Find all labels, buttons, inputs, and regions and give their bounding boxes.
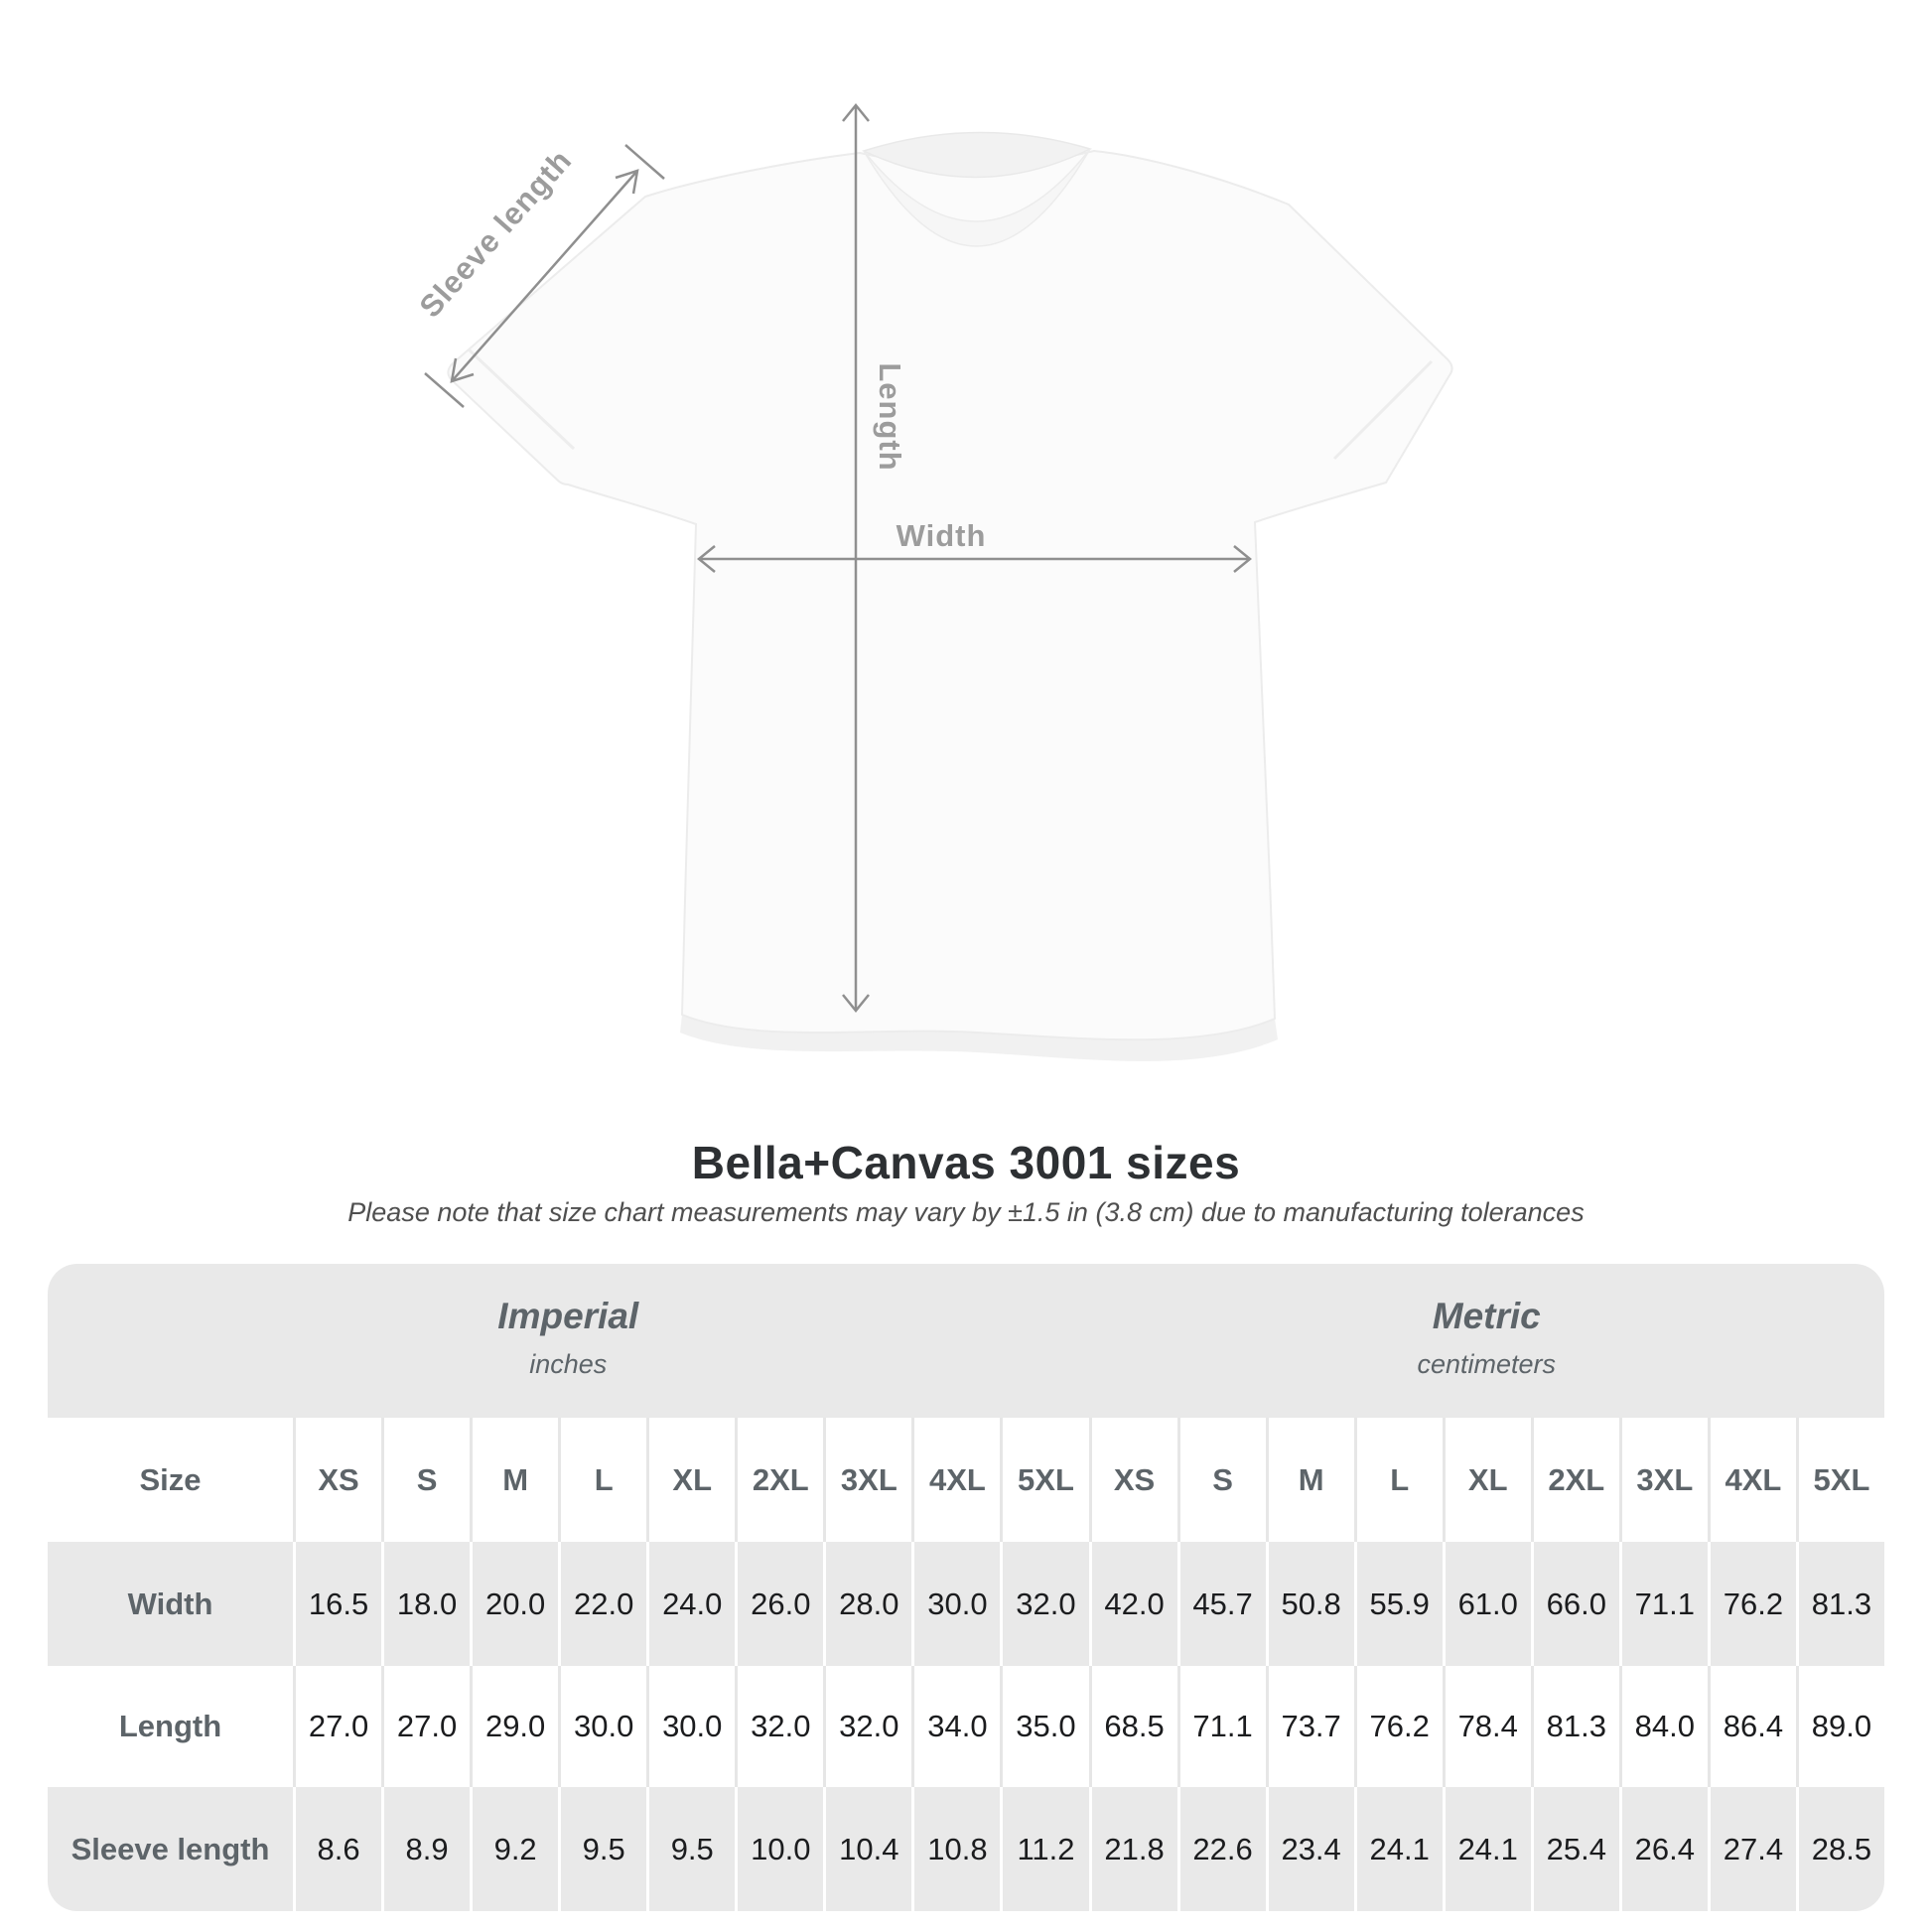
size-col-header-imperial: XS [293, 1418, 381, 1542]
value-cell: 11.2 [1000, 1787, 1088, 1911]
size-col-header-metric: 4XL [1708, 1418, 1796, 1542]
value-cell: 71.1 [1619, 1542, 1708, 1666]
row-label: Width [48, 1542, 293, 1666]
tshirt-body [448, 151, 1451, 1039]
value-cell: 27.0 [381, 1666, 470, 1787]
size-col-header-imperial: 2XL [735, 1418, 823, 1542]
value-cell: 45.7 [1177, 1542, 1266, 1666]
value-cell: 24.0 [646, 1542, 735, 1666]
value-cell: 35.0 [1000, 1666, 1088, 1787]
value-cell: 10.4 [823, 1787, 911, 1911]
value-cell: 23.4 [1266, 1787, 1354, 1911]
value-cell: 21.8 [1089, 1787, 1177, 1911]
value-cell: 24.1 [1354, 1787, 1443, 1911]
value-cell: 28.5 [1796, 1787, 1884, 1911]
value-cell: 30.0 [558, 1666, 646, 1787]
value-cell: 32.0 [823, 1666, 911, 1787]
size-col-header-metric: M [1266, 1418, 1354, 1542]
size-col-header-imperial: 3XL [823, 1418, 911, 1542]
value-cell: 9.5 [646, 1787, 735, 1911]
value-cell: 30.0 [911, 1542, 1000, 1666]
value-cell: 76.2 [1354, 1666, 1443, 1787]
metric-label: Metric [1432, 1296, 1541, 1336]
value-cell: 20.0 [470, 1542, 558, 1666]
sleeve-length-label: Sleeve length [412, 142, 579, 325]
imperial-unit: inches [529, 1349, 608, 1379]
row-label: Length [48, 1666, 293, 1787]
size-column-header: Size [48, 1418, 293, 1542]
value-cell: 76.2 [1708, 1542, 1796, 1666]
value-cell: 66.0 [1531, 1542, 1619, 1666]
row-label: Sleeve length [48, 1787, 293, 1911]
value-cell: 50.8 [1266, 1542, 1354, 1666]
value-cell: 18.0 [381, 1542, 470, 1666]
value-cell: 73.7 [1266, 1666, 1354, 1787]
value-cell: 42.0 [1089, 1542, 1177, 1666]
value-cell: 29.0 [470, 1666, 558, 1787]
value-cell: 32.0 [1000, 1542, 1088, 1666]
size-col-header-metric: S [1177, 1418, 1266, 1542]
size-col-header-metric: XS [1089, 1418, 1177, 1542]
value-cell: 32.0 [735, 1666, 823, 1787]
value-cell: 26.4 [1619, 1787, 1708, 1911]
size-col-header-imperial: S [381, 1418, 470, 1542]
width-label: Width [896, 518, 987, 553]
tolerance-note: Please note that size chart measurements may vary by ±1.5 in (3.8 cm) due to manufacturing tolerances [347, 1197, 1585, 1227]
size-col-header-imperial: M [470, 1418, 558, 1542]
size-col-header-metric: 3XL [1619, 1418, 1708, 1542]
value-cell: 8.9 [381, 1787, 470, 1911]
value-cell: 78.4 [1443, 1666, 1531, 1787]
value-cell: 61.0 [1443, 1542, 1531, 1666]
size-col-header-imperial: XL [646, 1418, 735, 1542]
value-cell: 9.5 [558, 1787, 646, 1911]
value-cell: 84.0 [1619, 1666, 1708, 1787]
value-cell: 22.0 [558, 1542, 646, 1666]
value-cell: 16.5 [293, 1542, 381, 1666]
value-cell: 30.0 [646, 1666, 735, 1787]
size-col-header-imperial: L [558, 1418, 646, 1542]
value-cell: 27.0 [293, 1666, 381, 1787]
value-cell: 26.0 [735, 1542, 823, 1666]
metric-group-header [1089, 1264, 1885, 1418]
value-cell: 81.3 [1531, 1666, 1619, 1787]
size-col-header-imperial: 4XL [911, 1418, 1000, 1542]
size-col-header-metric: 2XL [1531, 1418, 1619, 1542]
size-col-header-imperial: 5XL [1000, 1418, 1088, 1542]
value-cell: 27.4 [1708, 1787, 1796, 1911]
value-cell: 34.0 [911, 1666, 1000, 1787]
value-cell: 68.5 [1089, 1666, 1177, 1787]
value-cell: 81.3 [1796, 1542, 1884, 1666]
imperial-group-header [48, 1264, 1089, 1418]
value-cell: 71.1 [1177, 1666, 1266, 1787]
page-title: Bella+Canvas 3001 sizes [691, 1137, 1241, 1188]
value-cell: 86.4 [1708, 1666, 1796, 1787]
value-cell: 10.0 [735, 1787, 823, 1911]
size-col-header-metric: 5XL [1796, 1418, 1884, 1542]
value-cell: 10.8 [911, 1787, 1000, 1911]
metric-unit: centimeters [1417, 1349, 1557, 1379]
value-cell: 22.6 [1177, 1787, 1266, 1911]
value-cell: 25.4 [1531, 1787, 1619, 1911]
value-cell: 89.0 [1796, 1666, 1884, 1787]
length-label: Length [873, 362, 907, 472]
value-cell: 55.9 [1354, 1542, 1443, 1666]
value-cell: 8.6 [293, 1787, 381, 1911]
size-col-header-metric: XL [1443, 1418, 1531, 1542]
imperial-label: Imperial [497, 1296, 639, 1336]
value-cell: 24.1 [1443, 1787, 1531, 1911]
size-table [48, 1264, 1884, 1911]
value-cell: 28.0 [823, 1542, 911, 1666]
size-col-header-metric: L [1354, 1418, 1443, 1542]
value-cell: 9.2 [470, 1787, 558, 1911]
